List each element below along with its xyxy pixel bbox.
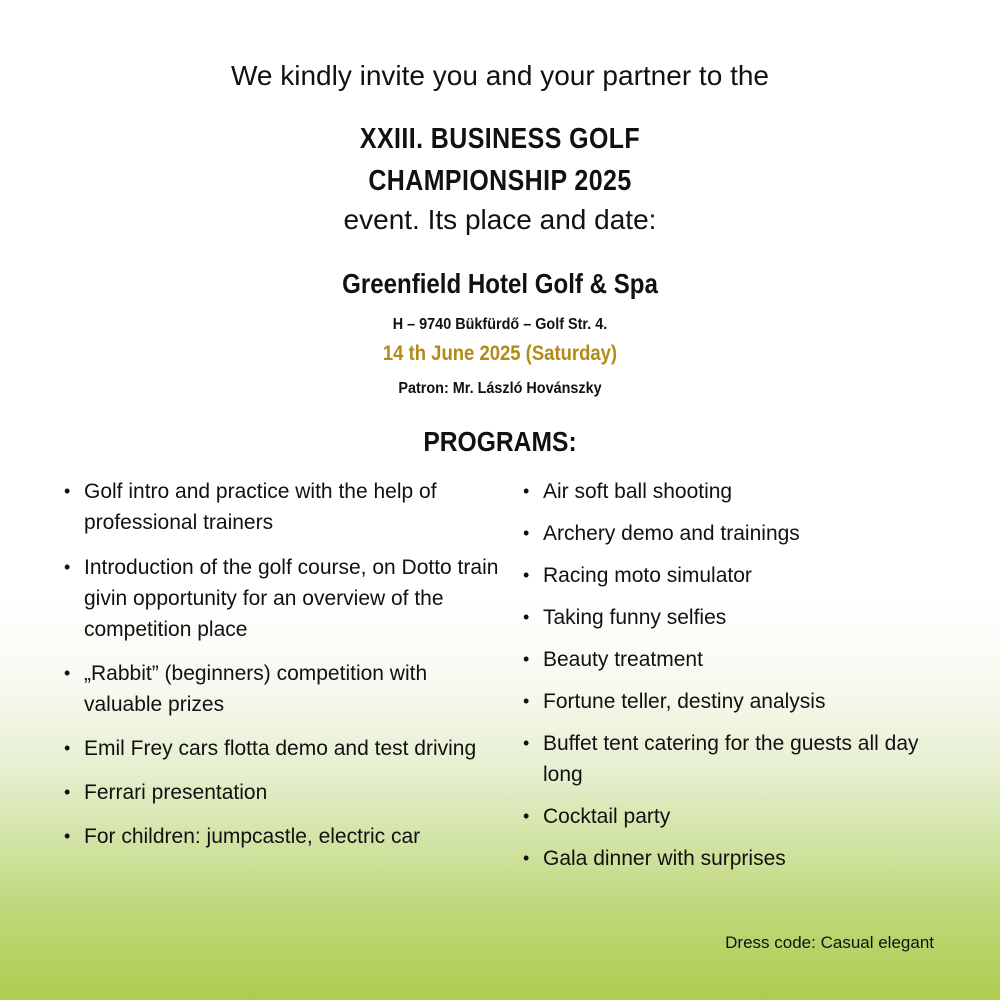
bullet-icon: • [523, 649, 530, 669]
program-item-text: Gala dinner with surprises [543, 847, 786, 870]
list-item [523, 518, 943, 549]
bullet-icon: • [523, 806, 530, 826]
program-item-text: Buffet tent catering for the guests all day long [543, 732, 919, 786]
list-item [523, 560, 943, 591]
program-item-text: Racing moto simulator [543, 564, 752, 587]
program-item-text: Taking funny selfies [543, 606, 727, 629]
list-item [64, 658, 504, 720]
list-item [523, 644, 943, 675]
bullet-icon: • [523, 607, 530, 627]
bullet-icon: • [523, 565, 530, 585]
program-item-text: „Rabbit” (beginners) competition with valuable prizes [84, 662, 428, 716]
list-item [523, 728, 943, 790]
bullet-icon: • [64, 481, 71, 501]
list-item [523, 843, 943, 874]
program-item-text: Emil Frey cars flotta demo and test driving [84, 737, 477, 760]
list-item [64, 777, 504, 808]
programs-list-left [64, 476, 504, 852]
event-title-line-2: CHAMPIONSHIP 2025 [368, 165, 632, 197]
bullet-icon: • [523, 733, 530, 753]
program-item-text: Fortune teller, destiny analysis [543, 690, 826, 713]
list-item [523, 801, 943, 832]
bullet-icon: • [64, 738, 71, 758]
list-item [64, 733, 504, 764]
program-item-text: Ferrari presentation [84, 781, 268, 804]
bullet-icon: • [64, 663, 71, 683]
programs-list-right [523, 476, 943, 885]
event-date: 14 th June 2025 (Saturday) [382, 342, 618, 365]
program-item-text: Introduction of the golf course, on Dotto train givin opportunity for an overview of the competition place [84, 556, 499, 641]
list-item [64, 552, 504, 645]
bullet-icon: • [64, 557, 71, 577]
list-item [523, 602, 943, 633]
program-item-text: Golf intro and practice with the help of professional trainers [84, 480, 437, 534]
event-place-date-line: event. Its place and date: [343, 204, 657, 235]
invite-line: We kindly invite you and your partner to the [230, 60, 769, 91]
event-title-line-1: XXIII. BUSINESS GOLF [359, 123, 641, 155]
bullet-icon: • [523, 848, 530, 868]
program-item-text: Air soft ball shooting [543, 480, 733, 503]
bullet-icon: • [523, 523, 530, 543]
bullet-icon: • [523, 691, 530, 711]
list-item [523, 476, 943, 507]
venue-address: H – 9740 Bükfürdő – Golf Str. 4. [392, 316, 608, 333]
program-item-text: Cocktail party [543, 805, 671, 828]
list-item [64, 476, 504, 538]
list-item [64, 821, 504, 852]
programs-heading: PROGRAMS: [423, 426, 577, 457]
bullet-icon: • [64, 782, 71, 802]
dress-code: Dress code: Casual elegant [725, 933, 934, 952]
bullet-icon: • [64, 826, 71, 846]
list-item [523, 686, 943, 717]
program-item-text: Beauty treatment [543, 648, 703, 671]
bullet-icon: • [523, 481, 530, 501]
program-item-text: Archery demo and trainings [543, 522, 800, 545]
event-title [70, 118, 930, 202]
venue-name: Greenfield Hotel Golf & Spa [342, 268, 658, 299]
patron-line: Patron: Mr. László Hovánszky [398, 380, 602, 397]
program-item-text: For children: jumpcastle, electric car [84, 825, 421, 848]
